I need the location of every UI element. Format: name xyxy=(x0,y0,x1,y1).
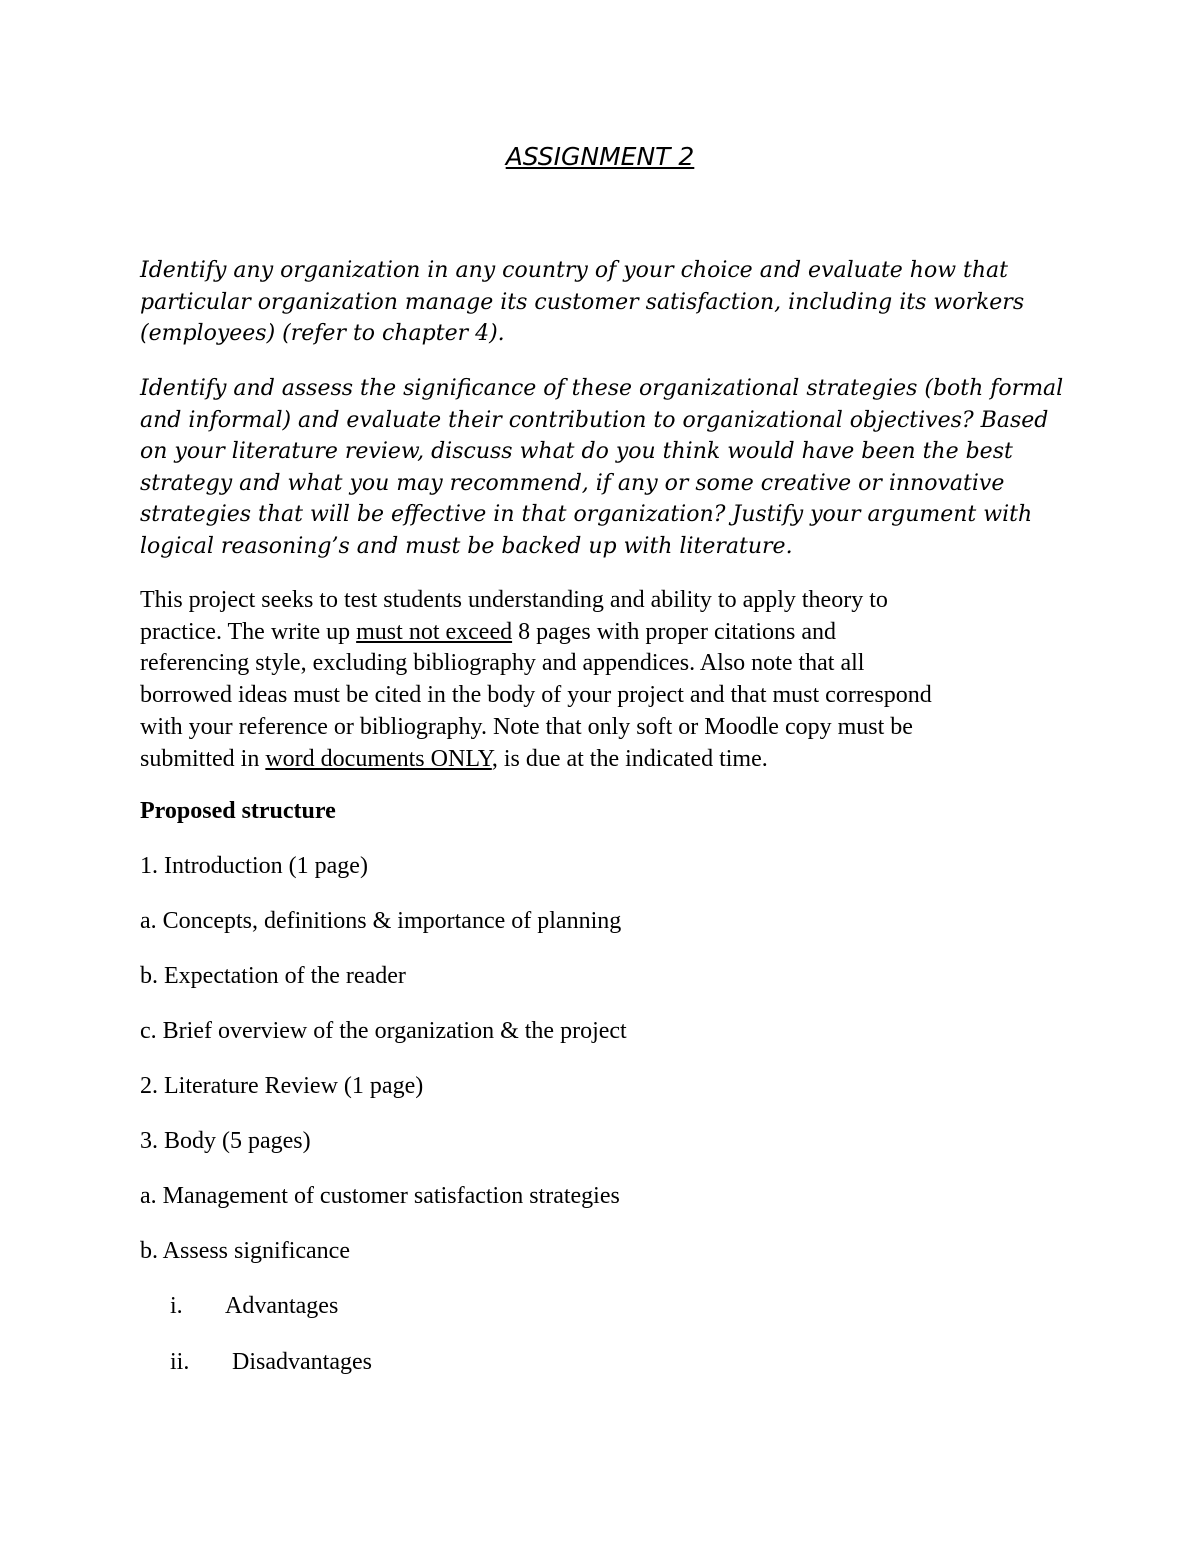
instruction-paragraph-2 xyxy=(140,373,1070,562)
sub-item-numeral: i. xyxy=(170,1293,183,1319)
paragraph-line: strategy and what you may recommend, if any or some creative or innovative xyxy=(140,470,1005,496)
paragraph-line: referencing style, excluding bibliography and appendices. Also note that all xyxy=(140,650,865,677)
paragraph-line: This project seeks to test students understanding and ability to apply theory to xyxy=(140,587,888,613)
text-run: 8 pages with proper citations and xyxy=(512,618,837,645)
paragraph-line: strategies that will be effective in that organization? Justify your argument with xyxy=(140,502,1033,527)
document-title: ASSIGNMENT 2 xyxy=(505,142,695,171)
paragraph-line xyxy=(140,744,1080,776)
text-run: , is due at the indicated time. xyxy=(491,745,768,772)
structure-item: 2. Literature Review (1 page) xyxy=(140,1073,424,1099)
paragraph-line: particular organization manage its customer satisfaction, including its workers xyxy=(140,289,1025,315)
paragraph-line: (employees) (refer to chapter 4). xyxy=(140,321,505,346)
sub-item-text: Advantages xyxy=(225,1293,339,1319)
paragraph-line xyxy=(140,617,1080,649)
paragraph-line: borrowed ideas must be cited in the body of your project and that must correspond xyxy=(140,682,932,709)
sub-item-text: Disadvantages xyxy=(232,1349,372,1375)
instruction-paragraph-1 xyxy=(140,255,1070,350)
paragraph-line: on your literature review, discuss what do you think would have been the best xyxy=(140,439,1013,464)
structure-item: 1. Introduction (1 page) xyxy=(140,853,368,879)
underlined-text: must not exceed xyxy=(356,618,513,645)
text-run: submitted in xyxy=(140,745,266,772)
text-run: practice. The write up xyxy=(140,618,357,645)
structure-item: 3. Body (5 pages) xyxy=(140,1128,311,1154)
paragraph-line: and informal) and evaluate their contribution to organizational objectives? Based xyxy=(140,407,1049,433)
structure-item: a. Concepts, definitions & importance of planning xyxy=(140,908,622,934)
structure-heading: Proposed structure xyxy=(140,798,336,824)
paragraph-line: logical reasoning’s and must be backed up with literature. xyxy=(140,533,793,559)
structure-item: a. Management of customer satisfaction strategies xyxy=(140,1183,620,1209)
sub-item-numeral: ii. xyxy=(170,1349,190,1375)
project-description-paragraph xyxy=(140,585,1080,775)
paragraph-line: with your reference or bibliography. Note that only soft or Moodle copy must be xyxy=(140,713,913,740)
structure-item: b. Assess significance xyxy=(140,1238,350,1264)
paragraph-line: Identify and assess the significance of these organizational strategies (both formal xyxy=(140,376,1064,401)
underlined-text: word documents ONLY xyxy=(265,745,492,772)
paragraph-line: Identify any organization in any country of your choice and evaluate how that xyxy=(140,258,1009,283)
structure-item: b. Expectation of the reader xyxy=(140,963,406,989)
structure-item: c. Brief overview of the organization & the project xyxy=(140,1018,627,1044)
